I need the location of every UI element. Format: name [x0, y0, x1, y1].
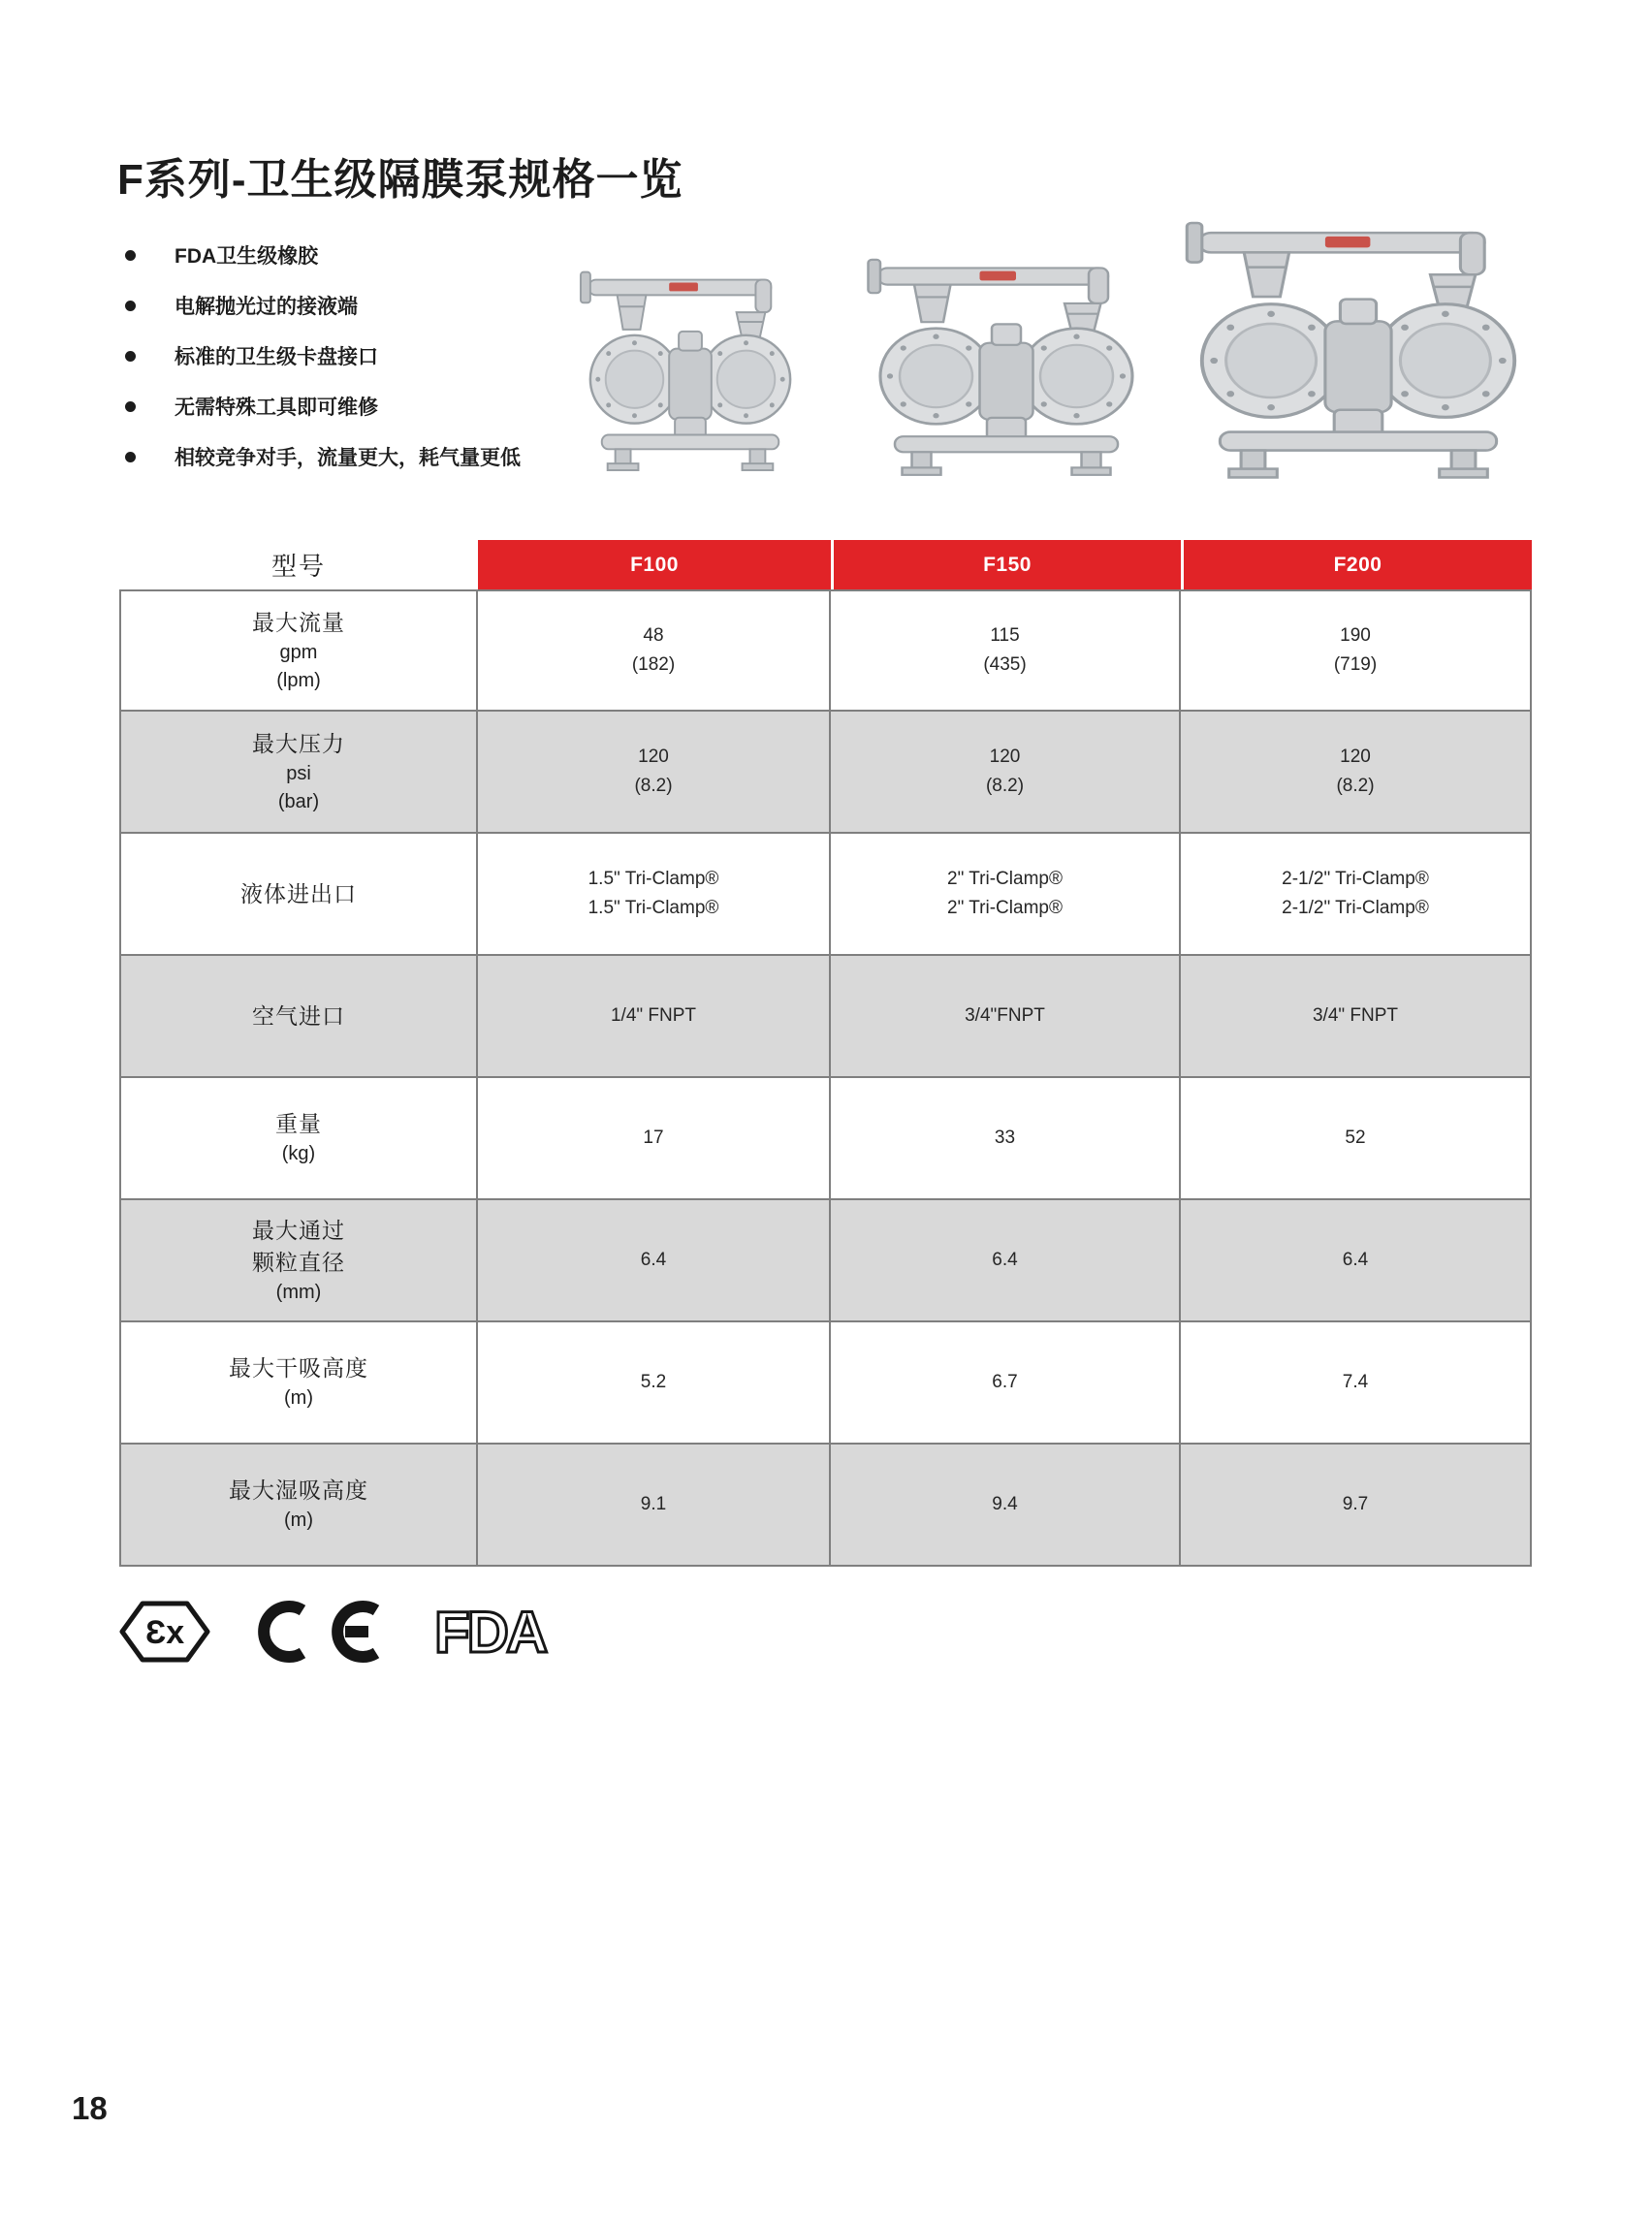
column-header-label: F200 — [1333, 553, 1382, 576]
row-label-cell: 最大湿吸高度 (m) — [119, 1445, 478, 1567]
pump-photo-f150 — [861, 233, 1152, 477]
atex-ex-icon — [118, 1600, 211, 1664]
svg-text:Ɛx: Ɛx — [144, 1614, 185, 1651]
feature-text: 标准的卫生级卡盘接口 — [175, 346, 378, 368]
page-number: 18 — [72, 2090, 108, 2126]
value-cell: 1/4" FNPT — [478, 956, 831, 1078]
feature-item — [125, 431, 521, 482]
row-label-cell: 重量 (kg) — [119, 1078, 478, 1200]
svg-text:FDA: FDA — [434, 1600, 546, 1664]
bullet-icon — [125, 250, 136, 261]
column-header-f200 — [1181, 540, 1532, 589]
row-label-cell: 空气进口 — [119, 956, 478, 1078]
value-cell: 5.2 — [478, 1322, 831, 1445]
bullet-icon — [125, 452, 136, 462]
column-header-f150 — [831, 540, 1181, 589]
feature-text: 相较竞争对手，流量更大，耗气量更低 — [175, 447, 521, 469]
value-cell: 120 (8.2) — [478, 712, 831, 834]
ce-mark-icon — [248, 1600, 394, 1664]
features-list — [125, 230, 521, 482]
row-label-cell: 最大干吸高度 (m) — [119, 1322, 478, 1445]
value-cell: 9.4 — [831, 1445, 1181, 1567]
feature-text: 无需特殊工具即可维修 — [175, 397, 378, 419]
feature-item — [125, 280, 521, 331]
model-header-label: 型号 — [270, 552, 326, 581]
feature-item — [125, 381, 521, 431]
feature-text: 电解抛光过的接液端 — [175, 296, 358, 318]
value-cell: 3/4" FNPT — [1181, 956, 1532, 1078]
value-cell: 2" Tri-Clamp® 2" Tri-Clamp® — [831, 834, 1181, 956]
row-label-cell: 最大流量 gpm (lpm) — [119, 589, 478, 712]
value-cell: 9.7 — [1181, 1445, 1532, 1567]
value-cell: 1.5" Tri-Clamp® 1.5" Tri-Clamp® — [478, 834, 831, 956]
value-cell: 7.4 — [1181, 1322, 1532, 1445]
page-title: F系列-卫生级隔膜泵规格一览 — [117, 156, 683, 204]
value-cell: 52 — [1181, 1078, 1532, 1200]
value-cell: 190 (719) — [1181, 589, 1532, 712]
bullet-icon — [125, 301, 136, 311]
pump-photo-f100 — [575, 247, 806, 472]
spec-table — [119, 540, 1532, 1567]
value-cell: 2-1/2" Tri-Clamp® 2-1/2" Tri-Clamp® — [1181, 834, 1532, 956]
value-cell: 120 (8.2) — [831, 712, 1181, 834]
value-cell: 33 — [831, 1078, 1181, 1200]
row-label-cell: 最大压力 psi (bar) — [119, 712, 478, 834]
value-cell: 3/4"FNPT — [831, 956, 1181, 1078]
value-cell: 9.1 — [478, 1445, 831, 1567]
pump-photo-f200 — [1178, 191, 1539, 480]
row-label-cell: 最大通过 颗粒直径 (mm) — [119, 1200, 478, 1322]
feature-item — [125, 331, 521, 381]
fda-logo-icon — [430, 1600, 597, 1664]
value-cell: 6.4 — [1181, 1200, 1532, 1322]
column-header-label: F150 — [983, 553, 1032, 576]
value-cell: 6.7 — [831, 1322, 1181, 1445]
column-header-f100 — [478, 540, 831, 589]
value-cell: 6.4 — [478, 1200, 831, 1322]
column-header-label: F100 — [630, 553, 679, 576]
feature-item — [125, 230, 521, 280]
row-label-cell: 液体进出口 — [119, 834, 478, 956]
value-cell: 17 — [478, 1078, 831, 1200]
value-cell: 6.4 — [831, 1200, 1181, 1322]
model-column-header — [119, 540, 478, 589]
value-cell: 120 (8.2) — [1181, 712, 1532, 834]
value-cell: 48 (182) — [478, 589, 831, 712]
bullet-icon — [125, 351, 136, 362]
certification-logos — [118, 1600, 597, 1664]
value-cell: 115 (435) — [831, 589, 1181, 712]
feature-text: FDA卫生级橡胶 — [175, 245, 319, 268]
bullet-icon — [125, 401, 136, 412]
